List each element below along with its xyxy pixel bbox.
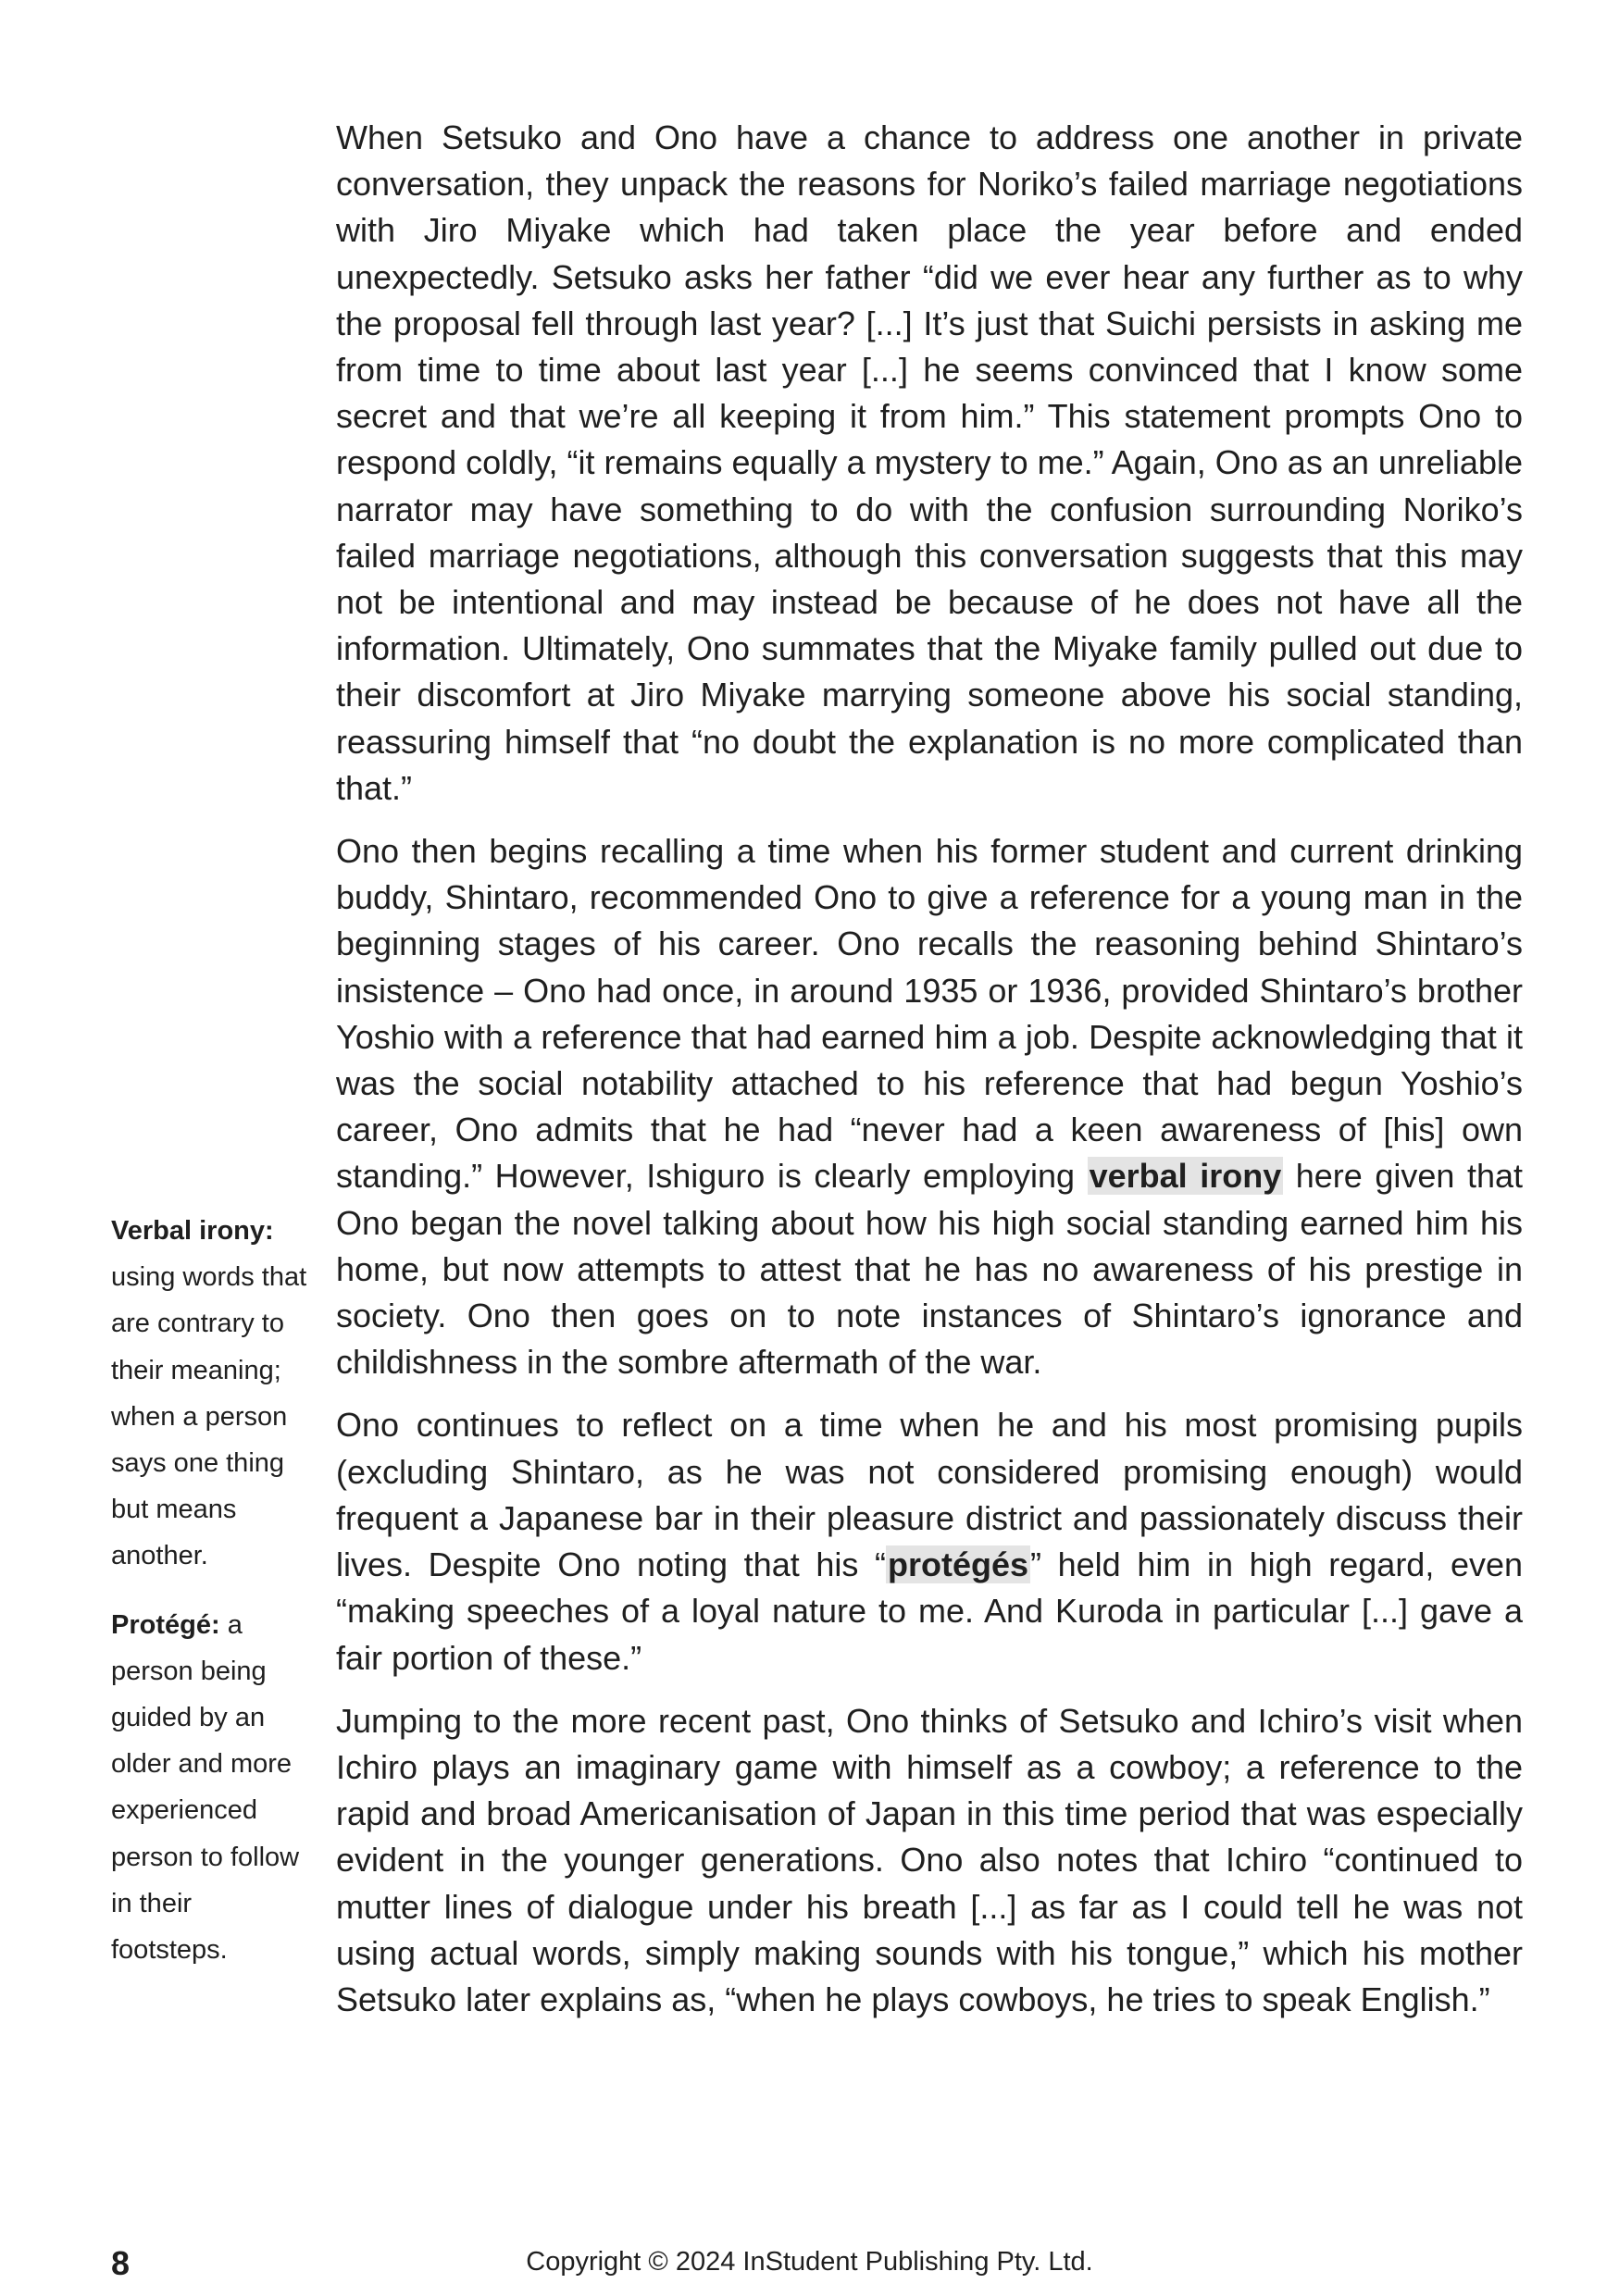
paragraph-2-text-b: here given that Ono began the novel talking about how his high social standing earned him his home, but now attempts to attest that he has no awareness of his prestige in society. Ono then goes on to note instances of Shintaro’s ignorance and childishness in the sombre aftermath of the war. [336,1157,1523,1382]
glossary-definition: a person being guided by an older and more experienced person to follow in their footsteps. [111,1609,300,1966]
paragraph-3-text-b: ” held him in high regard, even “making speeches of a loyal nature to me. And Kuroda in particular [...] gave a fair portion of these.” [336,1545,1524,1677]
copyright-footer: Copyright © 2024 InStudent Publishing Pty. Ltd. [526,2247,1093,2277]
glossary-entry-protege [111,1602,315,1974]
paragraph-2 [336,828,1523,1385]
page-number: 8 [111,2244,131,2282]
paragraph-3-text-a: Ono continues to reflect on a time when he and his most promising pupils (excluding Shintaro, as he was not considered promising enough) would frequent a Japanese bar in their pleasure district and passionately discuss their lives. Despite Ono noting that his “ [336,1406,1523,1584]
glossary-term: Protégé: [111,1609,220,1640]
highlight-verbal-irony: verbal irony [1089,1157,1282,1196]
paragraph-2-text-a: Ono then begins recalling a time when his former student and current drinking buddy, Shintaro, recommended Ono to give a reference for a young man in the beginning stages of his career. Ono recalls the reasoning behind Shintaro’s insistence – Ono had once, in around 1935 or 1936, provided Shintaro’s brother Yoshio with a reference that had earned him a job. Despite acknowledging that it was the social notability attached to his reference that had begun Yoshio’s career, Ono admits that he had “never had a keen awareness of [his] own standing.” However, Ishiguro is clearly employing [336,832,1523,1196]
main-text [336,115,1523,2040]
glossary-definition: using words that are contrary to their meaning; when a person says one thing but means another. [111,1262,307,1571]
glossary-sidebar [111,1208,315,1995]
paragraph-3 [336,1402,1523,1681]
glossary-entry-verbal-irony [111,1208,315,1580]
glossary-term: Verbal irony: [111,1216,274,1246]
paragraph-1: When Setsuko and Ono have a chance to address one another in private conversation, they unpack the reasons for Noriko’s failed marriage negotiations with Jiro Miyake which had taken place the year before and ended unexpectedly. Setsuko asks her father “did we ever hear any further as to why the proposal fell through last year? [...] It’s just that Suichi persists in asking me from time to time about last year [...] he seems convinced that I know some secret and that we’re all keeping it from him.” This statement prompts Ono to respond coldly, “it remains equally a mystery to me.” Again, Ono as an unreliable narrator may have something to do with the confusion surrounding Noriko’s failed marriage negotiations, although this conversation suggests that this may not be intentional and may instead be because of he does not have all the information. Ultimately, Ono summates that the Miyake family pulled out due to their discomfort at Jiro Miyake marrying someone above his social standing, reassuring himself that “no doubt the explanation is no more complicated than that.” [336,118,1523,807]
paragraph-4: Jumping to the more recent past, Ono thinks of Setsuko and Ichiro’s visit when Ichiro plays an imaginary game with himself as a cowboy; a reference to the rapid and broad Americanisation of Japan in this time period that was especially evident in the younger generations. Ono also notes that Ichiro “continued to mutter lines of dialogue under his breath [...] as far as I could tell he was not using actual words, simply making sounds with his tongue,” which his mother Setsuko later explains as, “when he plays cowboys, he tries to speak English.” [336,1701,1523,2018]
highlight-proteges: protégés [887,1545,1029,1584]
